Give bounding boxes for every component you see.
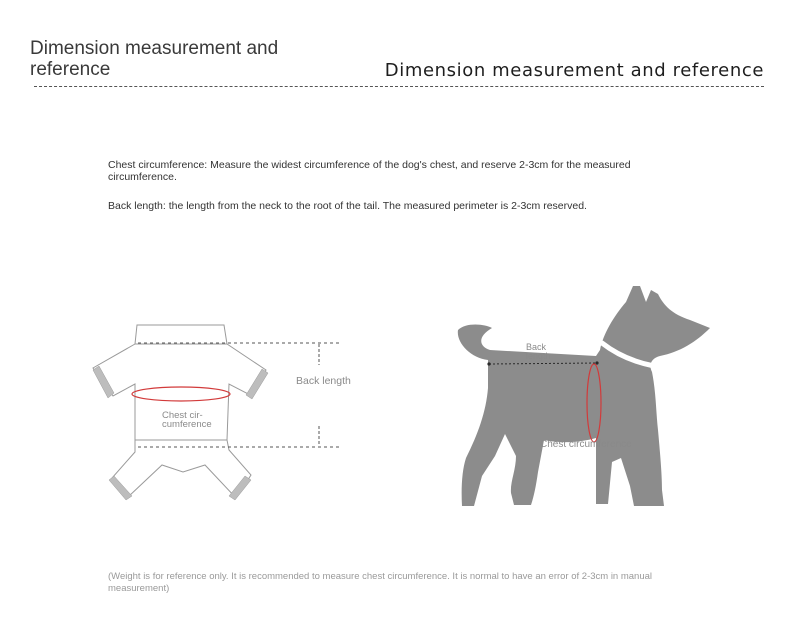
dog-diagram bbox=[458, 286, 710, 506]
page-title: Dimension measurement and reference bbox=[30, 38, 279, 80]
dog-chest-label: Chest circumference bbox=[540, 439, 632, 450]
dog-back-label-line1: Back bbox=[526, 342, 547, 352]
back-length-description: Back length: the length from the neck to the root of the tail. The measured perimeter is 2-3cm reserved. bbox=[108, 200, 587, 212]
chest-circumference-description: Chest circumference: Measure the widest circumference of the dog's chest, and reserve 2-3cm for the measured circumference. bbox=[108, 159, 631, 183]
garment-diagram bbox=[93, 325, 351, 500]
dog-back-label-line2: length bbox=[526, 351, 551, 361]
garment-chest-label-line2: cumference bbox=[162, 419, 212, 430]
weight-note: (Weight is for reference only. It is recommended to measure chest circumference. It is normal to have an error of 2-3cm in manual measurement) bbox=[108, 571, 653, 594]
garment-chest-label-line1: Chest cir- bbox=[162, 410, 203, 421]
section-heading: Dimension measurement and reference bbox=[384, 60, 764, 81]
garment-back-length-label: Back length bbox=[296, 375, 351, 387]
garment-lower-body bbox=[112, 440, 251, 498]
garment-collar bbox=[135, 325, 227, 344]
dog-silhouette bbox=[458, 286, 710, 506]
